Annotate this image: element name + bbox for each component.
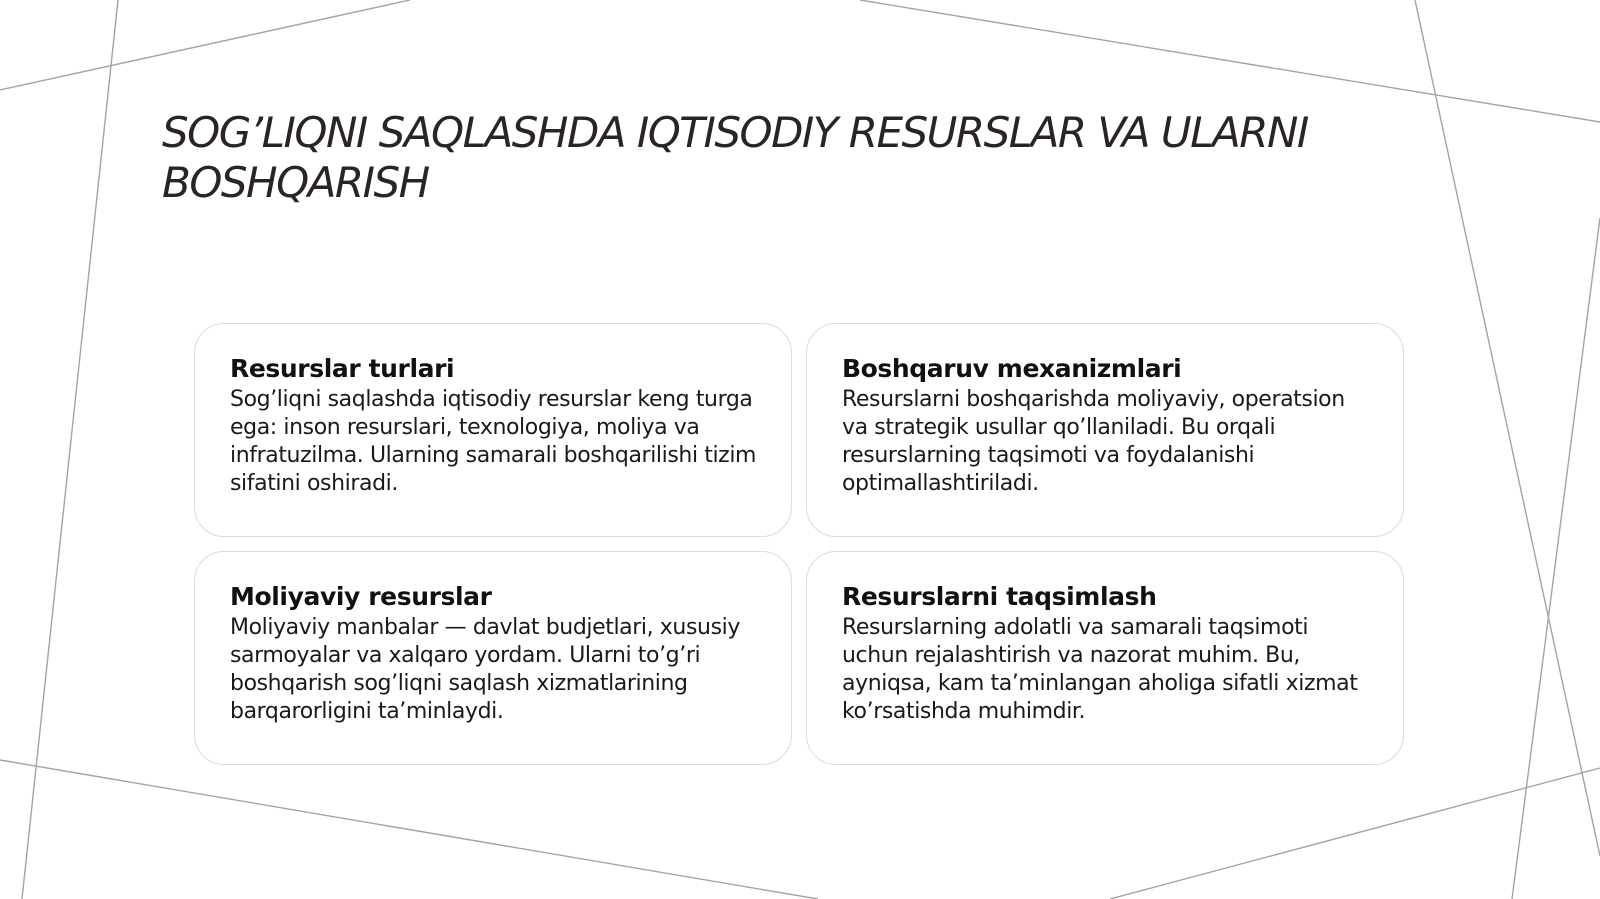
card-resource-types <box>194 323 792 537</box>
card-financial-resources <box>194 551 792 765</box>
card-text: Resurslarning adolatli va samarali taqsimoti uchun rejalashtirish va nazorat muhim. Bu, ayniqsa, kam ta’minlangan aholiga sifatli xizmat ko’rsatishda muhimdir. <box>842 615 1358 724</box>
slide-title: SOG’LIQNI SAQLASHDA IQTISODIY RESURSLAR VA ULARNI BOSHQARISH <box>162 108 1308 207</box>
decorative-line <box>860 0 1600 122</box>
decorative-line <box>0 0 410 90</box>
card-heading: Boshqaruv mexanizmlari <box>842 354 1182 383</box>
card-text: Resurslarni boshqarishda moliyaviy, operatsion va strategik usullar qo’llaniladi. Bu orqali resurslarning taqsimoti va foydalanishi optimallashtiriladi. <box>842 387 1345 496</box>
card-heading: Resurslarni taqsimlash <box>842 582 1157 611</box>
decorative-line <box>22 0 118 899</box>
card-text: Moliyaviy manbalar — davlat budjetlari, xususiy sarmoyalar va xalqaro yordam. Ularni to’g’ri boshqarish sog’liqni saqlash xizmatlarining barqarorligini ta’minlaydi. <box>230 615 740 724</box>
decorative-line <box>0 760 818 899</box>
card-heading: Moliyaviy resurslar <box>230 582 492 611</box>
card-text: Sog’liqni saqlashda iqtisodiy resurslar keng turga ega: inson resurslari, texnologiya, moliya va infratuzilma. Ularning samarali boshqarilishi tizim sifatini oshiradi. <box>230 387 757 496</box>
decorative-line <box>1110 768 1600 899</box>
card-heading: Resurslar turlari <box>230 354 455 383</box>
card-resource-allocation <box>806 551 1404 765</box>
card-management-mechanisms <box>806 323 1404 537</box>
